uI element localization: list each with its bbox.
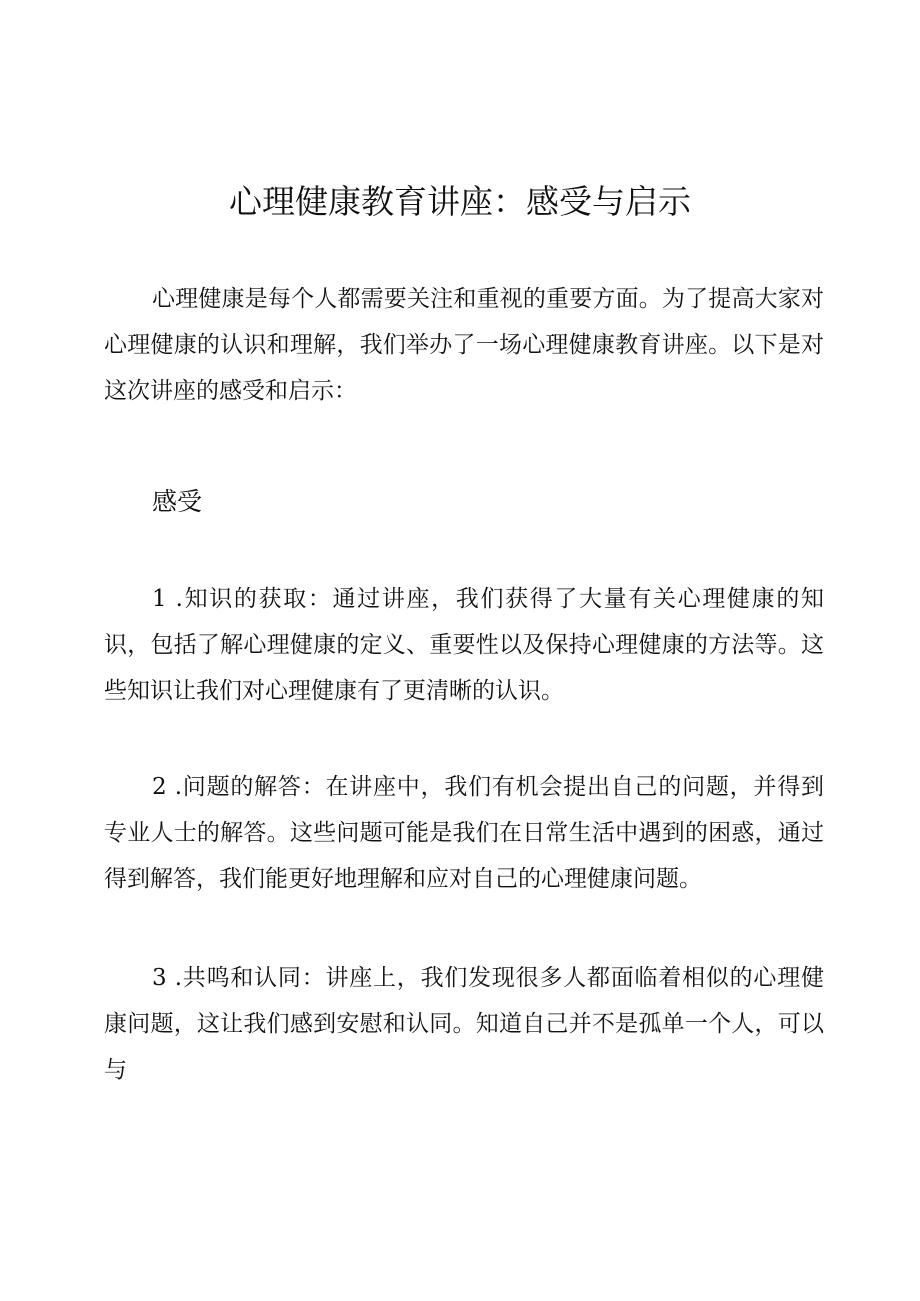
list-item-1: 1 .知识的获取：通过讲座，我们获得了大量有关心理健康的知识，包括了解心理健康的定义、重要性以及保持心理健康的方法等。这些知识让我们对心理健康有了更清晰的认识。 — [104, 586, 824, 704]
intro-paragraph: 心理健康是每个人都需要关注和重视的重要方面。为了提高大家对心理健康的认识和理解，我们举办了一场心理健康教育讲座。以下是对这次讲座的感受和启示： — [104, 286, 824, 404]
list-item-3: 3 .共鸣和认同：讲座上，我们发现很多人都面临着相似的心理健康问题，这让我们感到安慰和认同。知道自己并不是孤单一个人，可以与 — [104, 965, 824, 1083]
section-heading: 感受 — [152, 487, 203, 516]
page-title: 心理健康教育讲座：感受与启示 — [229, 182, 691, 221]
list-item-2: 2 .问题的解答：在讲座中，我们有机会提出自己的问题，并得到专业人士的解答。这些问题可能是我们在日常生活中遇到的困惑，通过得到解答，我们能更好地理解和应对自己的心理健康问题。 — [104, 774, 824, 892]
